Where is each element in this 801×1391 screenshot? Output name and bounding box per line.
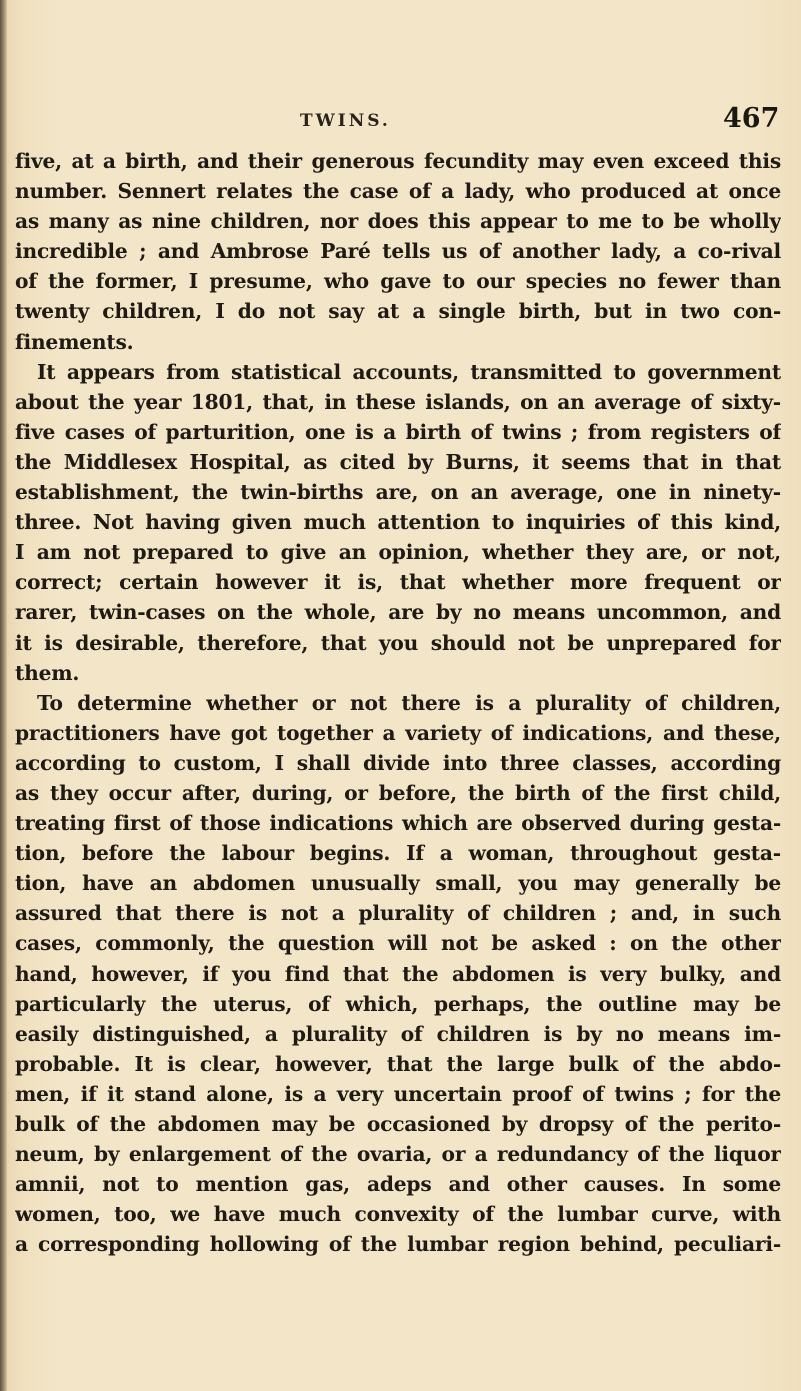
text-line: To determine whether or not there is a plurality of children, [37,690,781,715]
text-line: amnii, not to mention gas, adeps and other causes. In some [15,1172,781,1197]
text-line: them. [15,660,80,685]
text-line: it is desirable, therefore, that you should not be unprepared for [15,630,781,655]
text-line: treating first of those indications which are observed during gesta- [15,811,781,836]
text-line: bulk of the abdomen may be occasioned by dropsy of the perito- [15,1112,781,1136]
text-line: I am not prepared to give an opinion, whether they are, or not, [15,540,781,565]
text-line: twenty children, I do not say at a single birth, but in two con- [15,299,781,324]
text-line: men, if it stand alone, is a very uncertain proof of twins ; for the [15,1081,781,1106]
text-line: number. Sennert relates the case of a lady, who produced at once [15,179,781,204]
running-title: TWINS. [300,111,391,131]
text-line: assured that there is not a plurality of children ; and, in such [15,901,781,926]
running-head [0,103,801,141]
text-line: of the former, I presume, who gave to our species no fewer than [15,269,781,294]
text-line: about the year 1801, that, in these islands, on an average of sixty- [15,389,781,414]
text-line: the Middlesex Hospital, as cited by Burns, it seems that in that [15,449,781,474]
text-line: correct; certain however it is, that whether more frequent or [15,570,781,595]
text-line: three. Not having given much attention to inquiries of this kind, [15,510,781,535]
page-number: 467 [723,103,780,134]
text-line: practitioners have got together a variety of indications, and these, [15,720,781,745]
text-line: finements. [15,329,134,354]
text-line: tion, before the labour begins. If a woman, throughout gesta- [15,841,781,866]
text-line: a corresponding hollowing of the lumbar region behind, peculiari- [15,1232,781,1257]
text-line: rarer, twin-cases on the whole, are by no means uncommon, and [15,600,781,625]
text-line: five, at a birth, and their generous fecundity may even exceed this [15,149,781,173]
text-line: tion, have an abdomen unusually small, you may generally be [15,871,781,896]
body-text [15,146,781,1259]
text-line: according to custom, I shall divide into three classes, according [15,750,781,775]
text-line: as they occur after, during, or before, the birth of the first child, [15,780,781,805]
text-line: women, too, we have much convexity of the lumbar curve, with [15,1202,781,1227]
text-line: as many as nine children, nor does this appear to me to be wholly [15,209,781,234]
text-line: particularly the uterus, of which, perhaps, the outline may be [15,991,781,1016]
text-line: probable. It is clear, however, that the large bulk of the abdo- [15,1051,781,1076]
text-line: five cases of parturition, one is a birth of twins ; from registers of [15,419,781,444]
text-line: easily distinguished, a plurality of children is by no means im- [15,1021,781,1046]
text-line: neum, by enlargement of the ovaria, or a redundancy of the liquor [15,1142,781,1167]
text-line: hand, however, if you find that the abdomen is very bulky, and [15,961,781,986]
page-binding-edge [0,0,7,1391]
text-line: cases, commonly, the question will not be asked : on the other [15,931,781,956]
text-line: It appears from statistical accounts, transmitted to government [37,359,781,384]
text-line: establishment, the twin-births are, on an average, one in ninety- [15,480,781,505]
text-line: incredible ; and Ambrose Paré tells us of another lady, a co-rival [15,239,781,264]
